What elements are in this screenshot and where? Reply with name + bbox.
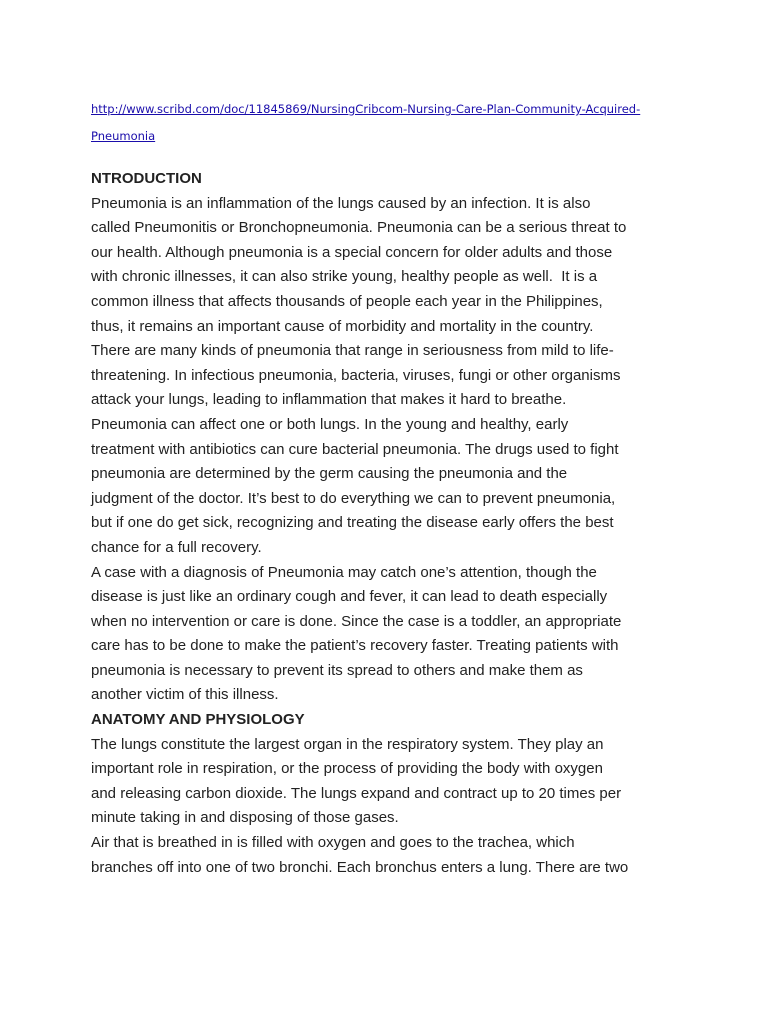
- paragraph-line: Pneumonia is an inflammation of the lungs caused by an infection. It is also: [91, 194, 591, 212]
- paragraph-line: Air that is breathed in is filled with oxygen and goes to the trachea, which: [91, 834, 575, 852]
- paragraph-line: when no intervention or care is done. Since the case is a toddler, an appropriate: [91, 612, 622, 630]
- paragraph-line: disease is just like an ordinary cough and fever, it can lead to death especially: [91, 588, 608, 606]
- paragraph-line: but if one do get sick, recognizing and treating the disease early offers the best: [91, 514, 614, 532]
- paragraph-line: chance for a full recovery.: [91, 538, 262, 556]
- paragraph-line: minute taking in and disposing of those gases.: [91, 809, 399, 827]
- paragraph-line: There are many kinds of pneumonia that range in seriousness from mild to life-: [91, 342, 614, 360]
- paragraph-line: and releasing carbon dioxide. The lungs expand and contract up to 20 times per: [91, 784, 622, 802]
- source-link[interactable]: [91, 96, 691, 150]
- paragraph-line: threatening. In infectious pneumonia, bacteria, viruses, fungi or other organisms: [91, 366, 621, 384]
- paragraph-line: important role in respiration, or the process of providing the body with oxygen: [91, 760, 603, 778]
- anatomy-heading: ANATOMY AND PHYSIOLOGY: [91, 711, 305, 729]
- paragraph-line: attack your lungs, leading to inflammation that makes it hard to breathe.: [91, 391, 567, 409]
- paragraph-line: with chronic illnesses, it can also strike young, healthy people as well. It is a: [91, 268, 598, 286]
- source-link-line-2[interactable]: Pneumonia: [91, 129, 156, 143]
- paragraph-line: another victim of this illness.: [91, 686, 279, 704]
- paragraph-line: common illness that affects thousands of people each year in the Philippines,: [91, 292, 603, 310]
- paragraph-line: judgment of the doctor. It’s best to do everything we can to prevent pneumonia,: [91, 489, 616, 507]
- paragraph-line: care has to be done to make the patient’s recovery faster. Treating patients with: [91, 637, 619, 655]
- paragraph-line: treatment with antibiotics can cure bacterial pneumonia. The drugs used to fight: [91, 440, 619, 458]
- introduction-text: [91, 192, 691, 708]
- paragraph-line: our health. Although pneumonia is a special concern for older adults and those: [91, 243, 613, 261]
- paragraph-line: pneumonia are determined by the germ causing the pneumonia and the: [91, 465, 568, 483]
- paragraph-line: called Pneumonitis or Bronchopneumonia. Pneumonia can be a serious threat to: [91, 219, 627, 237]
- introduction-heading: NTRODUCTION: [91, 170, 202, 187]
- paragraph-line: pneumonia is necessary to prevent its spread to others and make them as: [91, 661, 583, 679]
- paragraph-line: thus, it remains an important cause of morbidity and mortality in the country.: [91, 317, 594, 335]
- paragraph-line: Pneumonia can affect one or both lungs. In the young and healthy, early: [91, 415, 569, 433]
- paragraph-line: The lungs constitute the largest organ in the respiratory system. They play an: [91, 735, 604, 753]
- anatomy-text: [91, 733, 691, 881]
- document-body: [91, 167, 691, 880]
- paragraph-line: branches off into one of two bronchi. Each bronchus enters a lung. There are two: [91, 858, 629, 876]
- source-link-line-1[interactable]: http://www.scribd.com/doc/11845869/NursingCribcom-Nursing-Care-Plan-Community-Acquired-: [91, 102, 641, 116]
- paragraph-line: A case with a diagnosis of Pneumonia may catch one’s attention, though the: [91, 563, 597, 581]
